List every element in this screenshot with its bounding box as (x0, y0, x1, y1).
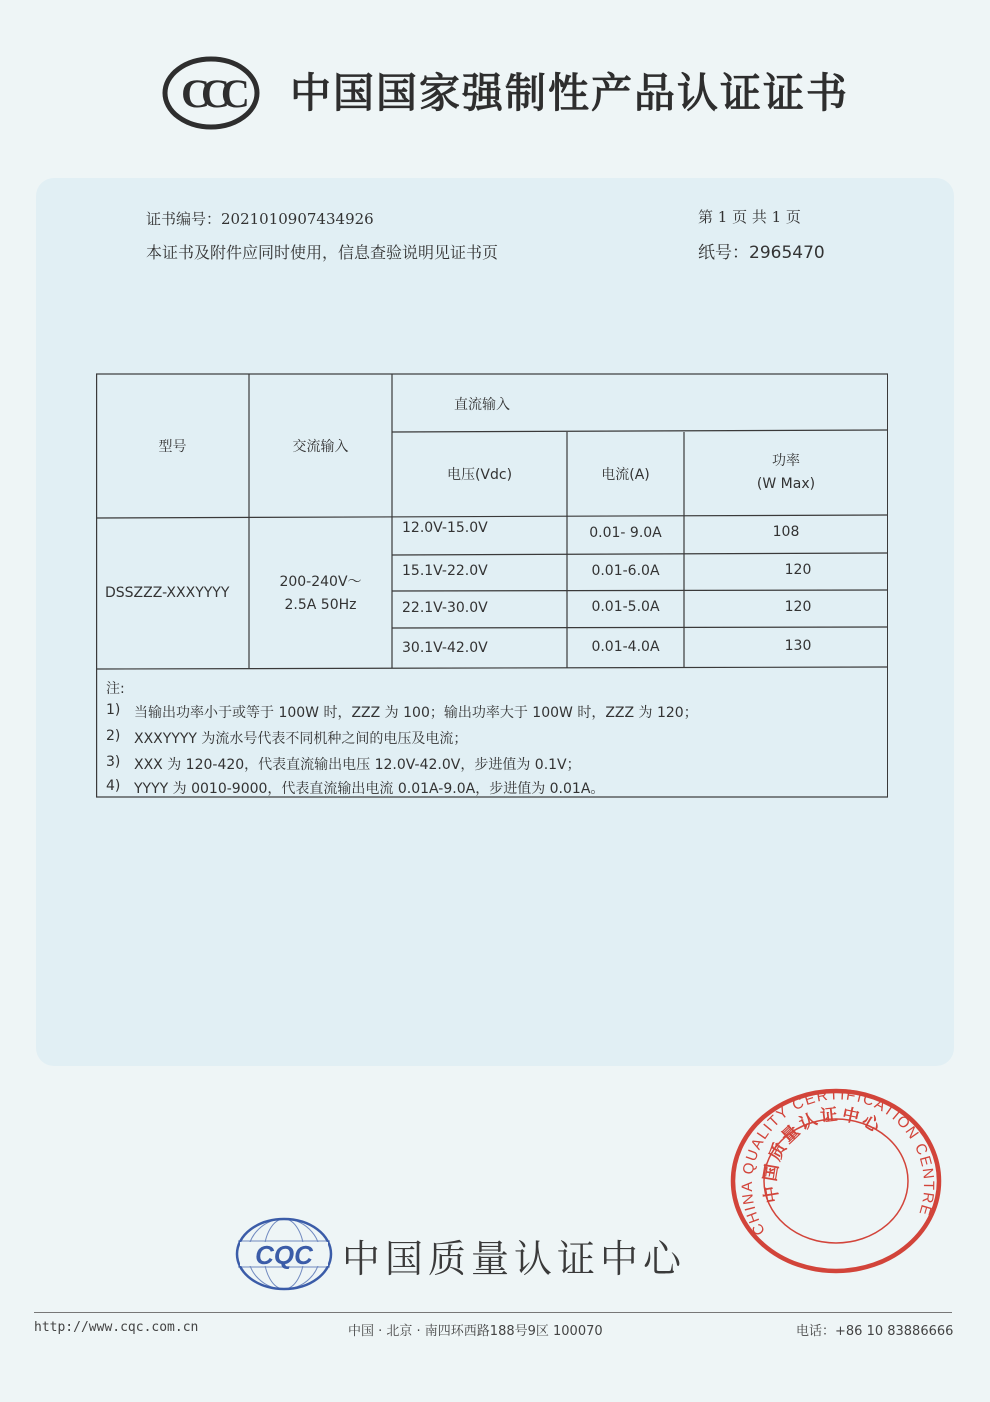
org-name: 中国质量认证中心 (342, 1237, 687, 1281)
row-current: 0.01-5.0A (591, 599, 660, 615)
note-text: XXXYYYY 为流水号代表不同机种之间的电压及电流； (134, 731, 468, 747)
product-table (96, 372, 888, 798)
row-current: 0.01-6.0A (591, 563, 660, 579)
page-info: 第 1 页 共 1 页 (698, 208, 801, 226)
header-dc-input: 直流输入 (454, 397, 510, 413)
note-text: 当输出功率小于或等于 100W 时，ZZZ 为 100；输出功率大于 100W 时，ZZZ 为 120； (134, 705, 698, 721)
header-ac-input: 交流输入 (292, 439, 349, 455)
ccc-logo (162, 56, 260, 130)
usage-note: 本证书及附件应同时使用，信息查验说明见证书页 (146, 243, 499, 262)
note-number: 2) (106, 728, 121, 744)
row-power: 120 (784, 562, 812, 578)
row-voltage: 22.1V-30.0V (402, 600, 488, 616)
header-power-unit: (W Max) (756, 476, 816, 492)
note-number: 3) (106, 754, 121, 770)
seal-chinese-text: 中国质量认证中心 (760, 1104, 886, 1205)
footer-phone: 电话：+86 10 83886666 (796, 1324, 954, 1339)
row-power: 108 (772, 524, 800, 540)
footer-address: 中国 · 北京 · 南四环西路188号9区 100070 (348, 1324, 603, 1339)
row-power: 120 (784, 599, 812, 615)
note-number: 1) (106, 702, 121, 718)
cqc-seal (730, 1088, 942, 1274)
row-voltage: 12.0V-15.0V (402, 520, 488, 536)
note-text: XXX 为 120-420，代表直流输出电压 12.0V-42.0V，步进值为 0.1V； (134, 757, 581, 773)
notes-title: 注: (106, 681, 125, 697)
note-text: YYYY 为 0010-9000，代表直流输出电流 0.01A-9.0A，步进值为 0.01A。 (134, 781, 605, 797)
header-current: 电流(A) (601, 467, 650, 483)
certificate-number: 证书编号：2021010907434926 (146, 210, 374, 228)
row-current: 0.01- 9.0A (589, 525, 662, 541)
model-value: DSSZZZ-XXXYYYY (105, 585, 230, 601)
footer-url[interactable]: http://www.cqc.com.cn (34, 1320, 199, 1335)
row-voltage: 30.1V-42.0V (402, 640, 488, 656)
ccc-logo-text: CCC (181, 71, 241, 116)
cqc-logo (234, 1216, 334, 1292)
seal-english-text: CHINA QUALITY CERTIFICATION CENTRE (738, 1088, 938, 1239)
cqc-logo-text: CQC (255, 1240, 313, 1270)
header-voltage: 电压(Vdc) (446, 467, 513, 483)
footer-divider (34, 1312, 952, 1313)
ac-input-line2: 2.5A 50Hz (284, 597, 357, 613)
row-voltage: 15.1V-22.0V (402, 563, 488, 579)
certificate-title: 中国国家强制性产品认证证书 (290, 69, 849, 117)
note-number: 4) (106, 778, 121, 794)
row-current: 0.01-4.0A (591, 639, 660, 655)
header-power: 功率 (772, 453, 800, 469)
header-model: 型号 (158, 439, 187, 455)
paper-number: 纸号：2965470 (698, 243, 825, 263)
ac-input-line1: 200-240V～ (279, 574, 362, 590)
row-power: 130 (784, 638, 812, 654)
